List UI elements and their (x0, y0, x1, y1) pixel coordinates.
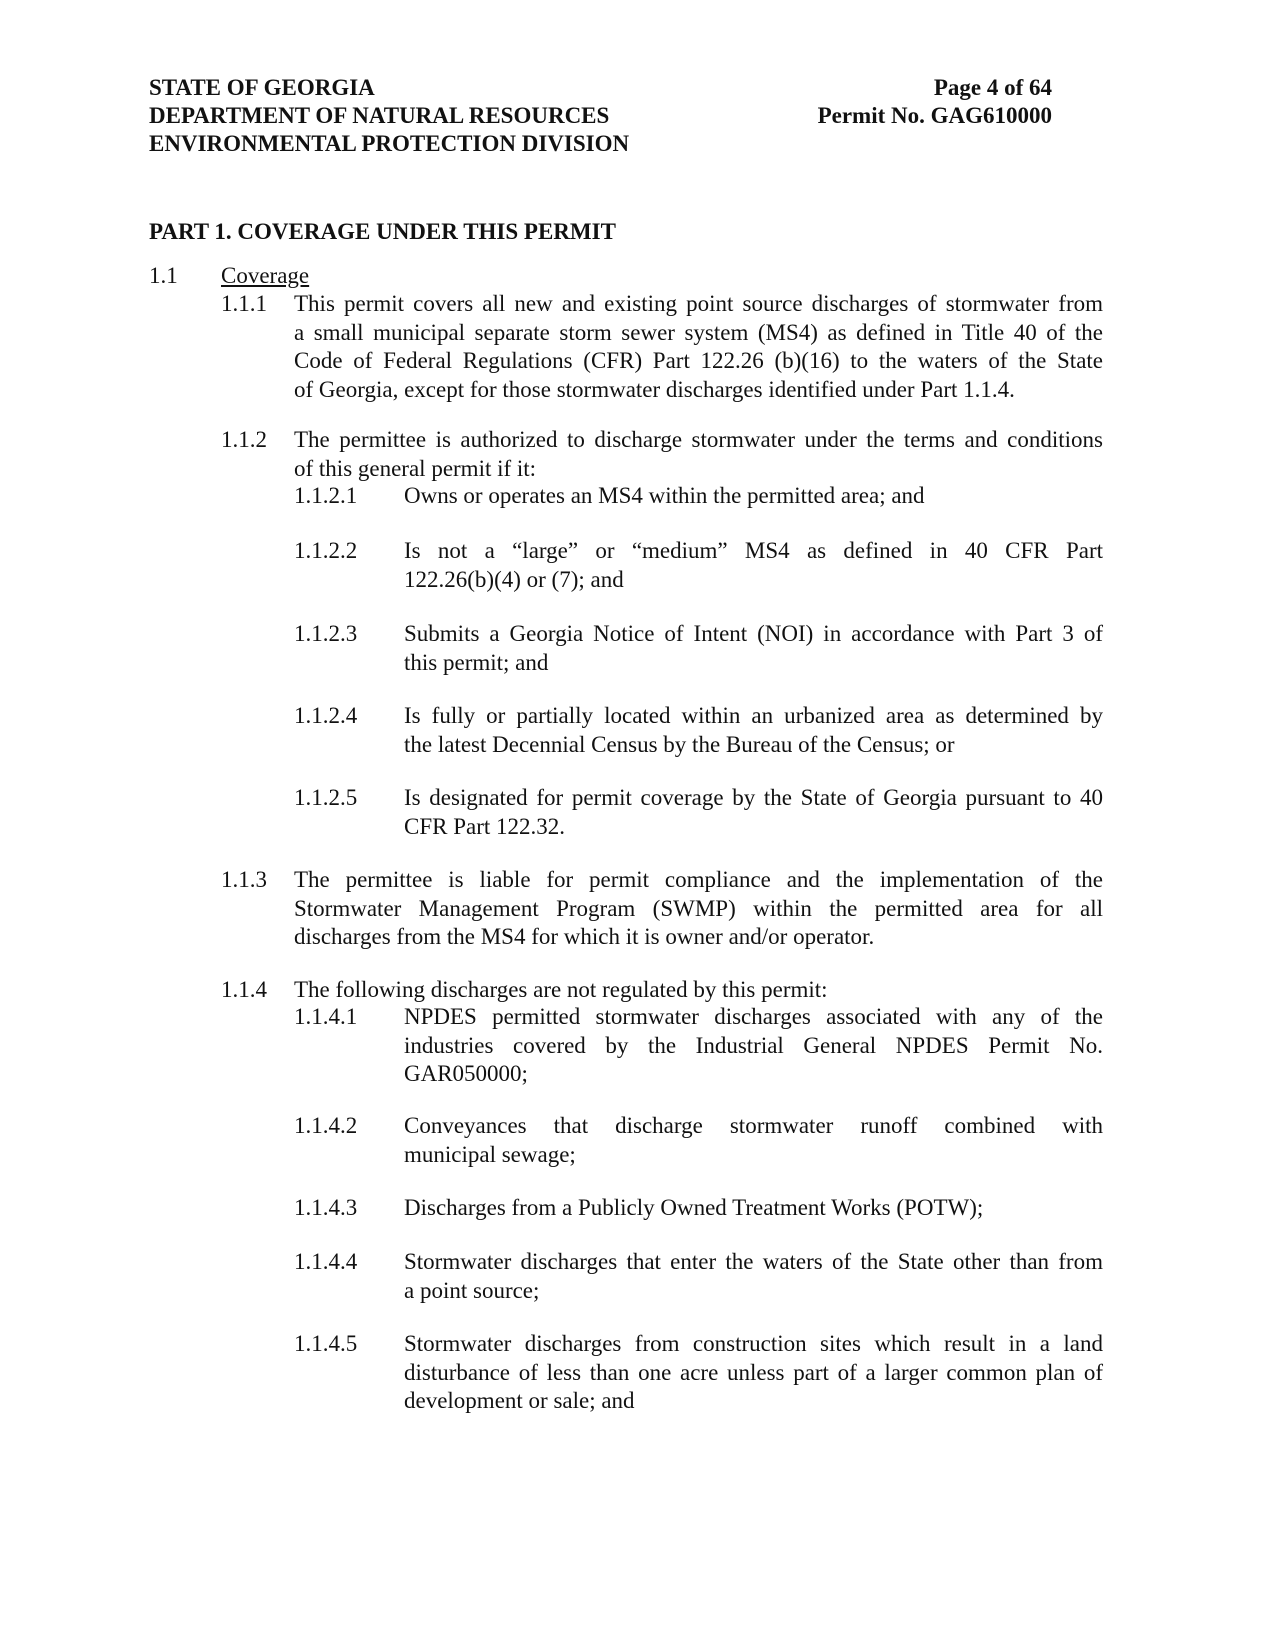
text-line: Is designated for permit coverage by the State of Georgia pursuant to 40 (404, 785, 1103, 810)
header-state: STATE OF GEORGIA (149, 75, 375, 100)
text-line: of Georgia, except for those stormwater discharges identified under Part 1.1.4. (294, 376, 1015, 402)
text-line: Submits a Georgia Notice of Intent (NOI) in accordance with Part 3 of (404, 621, 1103, 646)
section-text (294, 976, 1103, 1005)
text-line: the latest Decennial Census by the Bureau of the Census; or (404, 731, 955, 757)
text-line: Discharges from a Publicly Owned Treatment Works (POTW); (404, 1195, 984, 1220)
item-text (404, 784, 1103, 841)
item-number: 1.1.4.3 (294, 1195, 358, 1220)
text-line: development or sale; and (404, 1388, 635, 1413)
text-line: municipal sewage; (404, 1141, 576, 1167)
item-text (404, 482, 1103, 511)
header-division: ENVIRONMENTAL PROTECTION DIVISION (149, 131, 630, 156)
text-line: discharges from the MS4 for which it is owner and/or operator. (294, 924, 875, 949)
section-title: Coverage (221, 263, 310, 288)
section-number: 1.1.4 (221, 977, 267, 1002)
text-line: NPDES permitted stormwater discharges associated with any of the (404, 1004, 1103, 1029)
item-text (404, 1248, 1103, 1305)
section-text (294, 426, 1103, 483)
text-line: 122.26(b)(4) or (7); and (404, 566, 624, 592)
section-text (294, 866, 1103, 952)
part-title: PART 1. COVERAGE UNDER THIS PERMIT (149, 219, 616, 244)
header-department: DEPARTMENT OF NATURAL RESOURCES (149, 103, 610, 128)
text-line: this permit; and (404, 649, 549, 675)
item-text (404, 1112, 1103, 1169)
text-line: GAR050000; (404, 1061, 528, 1086)
section-number: 1.1.3 (221, 867, 267, 892)
text-line: a small municipal separate storm sewer system (MS4) as defined in Title 40 of the (294, 319, 1103, 345)
text-line: Stormwater discharges that enter the waters of the State other than from (404, 1249, 1103, 1274)
item-text (404, 1003, 1103, 1089)
text-line: Stormwater discharges from construction sites which result in a land (404, 1331, 1103, 1356)
section-number: 1.1 (149, 263, 178, 288)
item-number: 1.1.4.4 (294, 1249, 358, 1274)
item-text (404, 1194, 1103, 1223)
item-text (404, 620, 1103, 677)
item-number: 1.1.2.4 (294, 703, 358, 728)
permit-number: Permit No. GAG610000 (817, 103, 1052, 128)
text-line: Stormwater Management Program (SWMP) within the permitted area for all (294, 895, 1103, 921)
text-line: disturbance of less than one acre unless part of a larger common plan of (404, 1359, 1103, 1385)
text-line: Is fully or partially located within an urbanized area as determined by (404, 703, 1103, 728)
text-line: Owns or operates an MS4 within the permitted area; and (404, 483, 925, 508)
text-line: The following discharges are not regulated by this permit: (294, 977, 828, 1002)
text-line: CFR Part 122.32. (404, 813, 566, 839)
item-number: 1.1.4.1 (294, 1004, 358, 1029)
text-line: Code of Federal Regulations (CFR) Part 122.26 (b)(16) to the waters of the State (294, 348, 1103, 373)
item-number: 1.1.2.5 (294, 785, 358, 810)
item-number: 1.1.4.2 (294, 1113, 358, 1138)
text-line: Is not a “large” or “medium” MS4 as defined in 40 CFR Part (404, 538, 1103, 563)
section-number: 1.1.2 (221, 427, 267, 452)
header-page-info (790, 74, 1052, 130)
text-line: of this general permit if it: (294, 455, 537, 481)
text-line: a point source; (404, 1277, 540, 1303)
item-text (404, 702, 1103, 759)
section-text (294, 290, 1103, 404)
text-line: The permittee is authorized to discharge stormwater under the terms and conditions (294, 427, 1103, 452)
item-number: 1.1.4.5 (294, 1331, 358, 1356)
text-line: industries covered by the Industrial General NPDES Permit No. (404, 1032, 1103, 1058)
page-number: Page 4 of 64 (933, 75, 1052, 100)
section-number: 1.1.1 (221, 291, 267, 316)
item-number: 1.1.2.1 (294, 483, 358, 508)
text-line: This permit covers all new and existing point source discharges of stormwater from (294, 291, 1103, 316)
header-agency (149, 74, 629, 158)
item-text (404, 1330, 1103, 1416)
text-line: Conveyances that discharge stormwater runoff combined with (404, 1113, 1103, 1138)
text-line: The permittee is liable for permit compliance and the implementation of the (294, 867, 1103, 892)
item-text (404, 537, 1103, 594)
item-number: 1.1.2.2 (294, 538, 358, 563)
item-number: 1.1.2.3 (294, 621, 358, 646)
